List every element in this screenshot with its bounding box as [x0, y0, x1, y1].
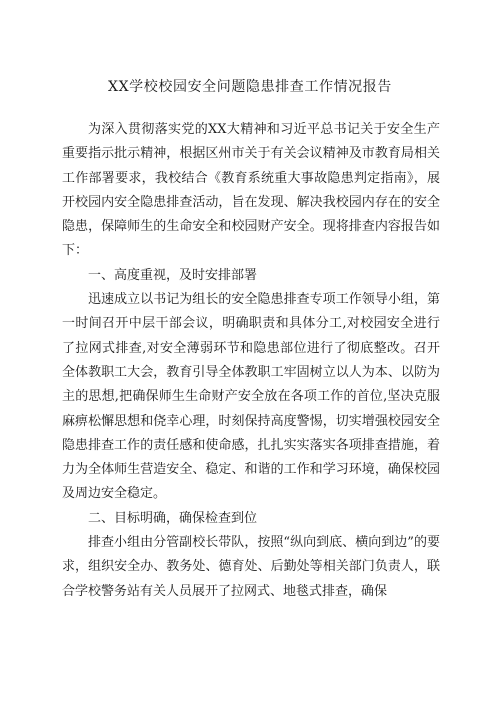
document-body — [62, 118, 440, 604]
section-2-heading: 二、目标明确，确保检查到位 — [88, 510, 258, 526]
document-title: XX学校校园安全问题隐患排查工作情况报告 — [108, 79, 392, 95]
section-1-heading: 一、高度重视，及时安排部署 — [88, 267, 258, 283]
section-1-paragraph: 迅速成立以书记为组长的安全隐患排查专项工作领导小组，第一时间召开中层干部会议，明确职责和具体分工,对校园安全进行了拉网式排查,对安全薄弱环节和隐患部位进行了彻底整改。召开全体教职工大会，教育引导全体教职工牢固树立以人为本、以防为主的思想,把确保师生生命财产安全放在各项工作的首位,坚决克服麻痹松懈思想和侥幸心理，时刻保持高度警惕，切实增强校园安全隐患排查工作的责任感和使命感，扎扎实实落实各项排查措施，着力为全体师生营造安全、稳定、和谐的工作和学习环境，确保校园及周边安全稳定。 — [62, 292, 440, 502]
intro-paragraph: 为深入贯彻落实党的XX大精神和习近平总书记关于安全生产重要指示批示精神，根据区州市关于有关会议精神及市教育局相关工作部署要求，我校结合《教育系统重大事故隐患判定指南》，展开校园内安全隐患排查活动，旨在发现、解决我校园内存在的安全隐患，保障师生的生命安全和校园财产安全。现将排查内容报告如下： — [62, 122, 440, 259]
section-2-paragraph: 排查小组由分管副校长带队，按照“纵向到底、横向到边”的要求，组织安全办、教务处、德育处、后勤处等相关部门负责人，联合学校警务站有关人员展开了拉网式、地毯式排查，确保 — [62, 535, 440, 599]
